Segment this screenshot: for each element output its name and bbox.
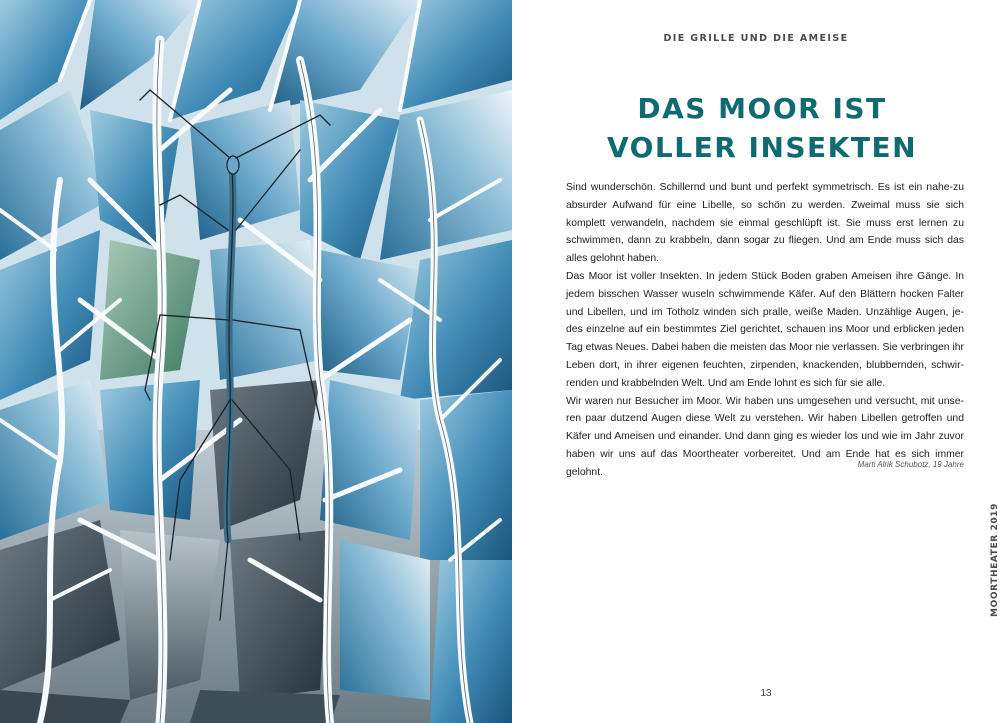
author-credit: Marti Alrik Schubotz, 19 Jahre: [857, 460, 964, 469]
vertical-side-label: [988, 495, 1000, 625]
running-head: DIE GRILLE UND DIE AMEISE: [663, 33, 849, 44]
title-line-2: VOLLER INSEKTEN: [606, 131, 918, 164]
title-line-1: DAS MOOR IST: [637, 92, 887, 125]
page-number: 13: [760, 688, 772, 699]
paragraph-3: Wir waren nur Besucher im Moor. Wir haben uns umgesehen und versucht, mit unse-ren paar dutzend Augen diese Welt zu verstehen. Wir haben Libellen getroffen und Käfer und Ameisen und einander. Und dann ging es wieder los und wie im Jahr zuvor haben wir uns auf das Moortheater vorbereitet. Und am Ende hat es sich immer gelohnt.: [566, 395, 964, 478]
side-label-text: MOORTHEATER 2019: [990, 503, 1000, 617]
paragraph-1: Sind wunderschön. Schillernd und bunt und perfekt symmetrisch. Es ist ein nahe-zu absurder Aufwand für eine Libelle, so schön zu werden. Zweimal muss sie sich komplett verwandeln, nachdem sie einmal geschlüpft ist. Sie muss erst lernen zu schwimmen, dann zu krabbeln, dann sogar zu fliegen. Und am Ende muss sich das alles gelohnt haben.: [566, 182, 964, 265]
article-body: [566, 179, 964, 482]
article-title: [512, 89, 1000, 167]
text-page: [512, 0, 1000, 723]
paragraph-2: Das Moor ist voller Insekten. In jedem Stück Boden graben Ameisen ihre Gänge. In jedem bisschen Wasser wuseln schwimmende Käfer. Auf den Blättern hocken Falter und Libellen, und im Totholz winden sich pralle, weiße Maden. Unzählige Augen, je-des einzelne auf ein bestimmtes Ziel gerichtet, schauen ins Moor und erblicken jeden Tag etwas Neues. Dabei haben die meisten das Moor nie verlassen. Sie verbringen ihr Leben dort, in ihrer eigenen feuchten, zirpenden, knackenden, blubbernden, schwir-renden und krabbelnden Welt. Und am Ende lohnt es sich für sie alle.: [566, 270, 964, 389]
